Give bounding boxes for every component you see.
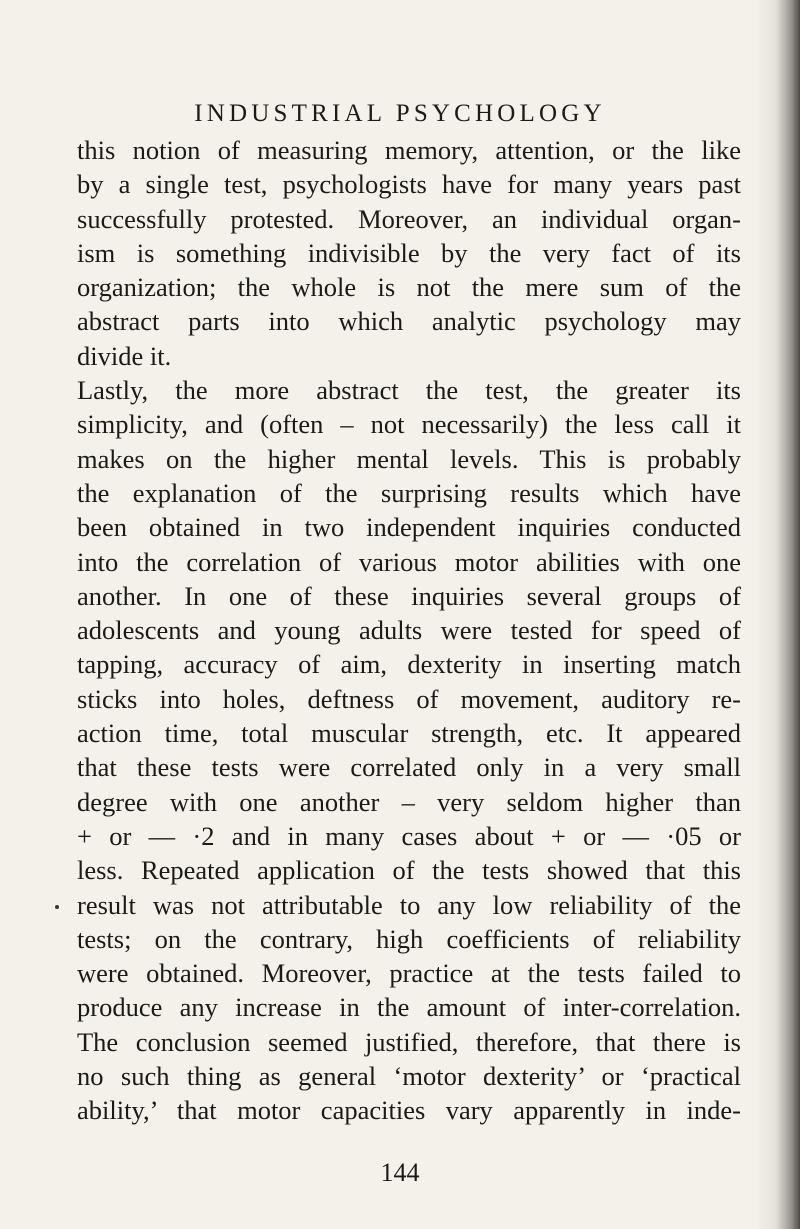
body-line: Lastly, the more abstract the test, the greater its bbox=[77, 375, 741, 406]
body-line: another. In one of these inquiries several groups of bbox=[77, 580, 741, 611]
body-line: were obtained. Moreover, practice at the tests failed to bbox=[77, 958, 741, 989]
body-line: tapping, accuracy of aim, dexterity in inserting match bbox=[77, 649, 741, 680]
body-line: ism is something indivisible by the very fact of its bbox=[77, 237, 741, 268]
body-line: successfully protested. Moreover, an individual organ- bbox=[77, 203, 741, 234]
body-line: action time, total muscular strength, etc. It appeared bbox=[77, 718, 741, 749]
body-line: by a single test, psychologists have for many years past bbox=[77, 169, 741, 200]
body-line: + or — ·2 and in many cases about + or — ·05 or bbox=[77, 820, 741, 851]
body-line: The conclusion seemed justified, therefore, that there is bbox=[77, 1026, 741, 1057]
body-line: that these tests were correlated only in a very small bbox=[77, 752, 741, 783]
body-line: divide it. bbox=[77, 340, 172, 371]
body-line: into the correlation of various motor abilities with one bbox=[77, 546, 741, 577]
body-line: the explanation of the surprising results which have bbox=[77, 477, 741, 508]
body-line: organization; the whole is not the mere sum of the bbox=[77, 272, 741, 303]
body-line: sticks into holes, deftness of movement, auditory re- bbox=[77, 683, 741, 714]
page-edge-shadow bbox=[756, 0, 800, 1229]
body-line: tests; on the contrary, high coefficients of reliability bbox=[77, 923, 741, 954]
body-line: adolescents and young adults were tested for speed of bbox=[77, 615, 741, 646]
body-line: ability,’ that motor capacities vary apparently in inde- bbox=[77, 1095, 741, 1126]
margin-dot bbox=[55, 905, 59, 909]
body-line: abstract parts into which analytic psychology may bbox=[77, 306, 741, 337]
body-line: simplicity, and (often – not necessarily) the less call it bbox=[77, 409, 741, 440]
body-line: been obtained in two independent inquiries conducted bbox=[77, 512, 741, 543]
running-head: INDUSTRIAL PSYCHOLOGY bbox=[194, 100, 606, 127]
page-number: 144 bbox=[380, 1158, 420, 1187]
body-line: degree with one another – very seldom higher than bbox=[77, 786, 741, 817]
body-text bbox=[77, 133, 741, 1128]
body-line: produce any increase in the amount of inter-correlation. bbox=[77, 992, 741, 1023]
body-line: this notion of measuring memory, attention, or the like bbox=[77, 135, 741, 165]
body-line: makes on the higher mental levels. This is probably bbox=[77, 443, 741, 474]
body-line: no such thing as general ‘motor dexterity’ or ‘practical bbox=[77, 1061, 741, 1092]
body-line: result was not attributable to any low reliability of the bbox=[77, 889, 741, 920]
body-line: less. Repeated application of the tests showed that this bbox=[77, 855, 741, 886]
